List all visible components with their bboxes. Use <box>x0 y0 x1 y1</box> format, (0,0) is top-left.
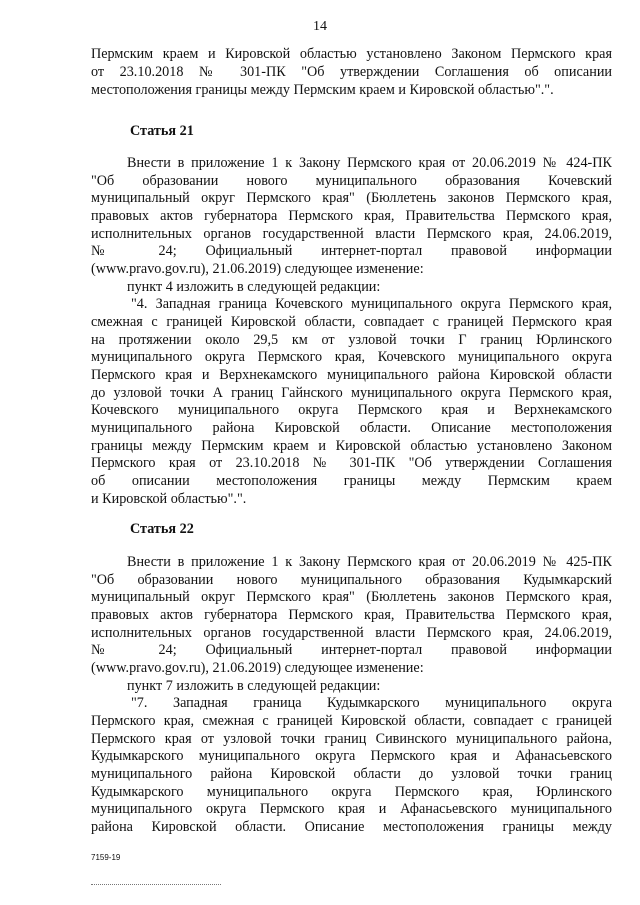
paragraph-line: местоположения границы между Пермским краем и Кировской областью".". <box>91 82 554 98</box>
paragraph-line: от 23.10.2018 № 301-ПК "Об утверждении Соглашения об описании <box>91 64 612 80</box>
bottom-divider <box>91 884 221 885</box>
paragraph-line: Пермского края, смежная с границей Кировской области, совпадает с границей <box>91 713 612 729</box>
paragraph-line: Пермского края от 23.10.2018 № 301-ПК "Об утверждении Соглашения <box>91 455 612 471</box>
document-code: 7159-19 <box>91 853 121 862</box>
article-heading: Статья 21 <box>130 123 194 139</box>
paragraph-line: пункт 4 изложить в следующей редакции: <box>127 279 381 295</box>
paragraph-line: муниципальный округ Пермского края" (Бюллетень законов Пермского края, <box>91 589 612 605</box>
page-number: 14 <box>313 19 327 34</box>
paragraph-line: (www.pravo.gov.ru), 21.06.2019) следующее изменение: <box>91 660 424 676</box>
paragraph-line: границы между Пермским краем и Кировской областью установлено Законом <box>91 438 612 454</box>
paragraph-line: на протяжении около 29,5 км от узловой точки Г границ Юрлинского <box>91 332 612 348</box>
paragraph-line: муниципального округа Пермского края и Афанасьевского муниципального <box>91 801 612 817</box>
paragraph-line: муниципального района Кировской области до узловой точки границ <box>91 766 612 782</box>
paragraph-line: исполнительных органов государственной власти Пермского края, 24.06.2019, <box>91 625 612 641</box>
paragraph-line: Внести в приложение 1 к Закону Пермского края от 20.06.2019 № 425-ПК <box>127 554 612 570</box>
paragraph-line: и Кировской областью".". <box>91 491 247 507</box>
paragraph-line: об описании местоположения границы между Пермским краем <box>91 473 612 489</box>
paragraph-line: муниципального округа Пермского края, Кочевского муниципального округа <box>91 349 612 365</box>
paragraph-line: "Об образовании нового муниципального образования Кудымкарский <box>91 572 612 588</box>
paragraph-line: "Об образовании нового муниципального образования Кочевский <box>91 173 612 189</box>
paragraph-line: смежная с границей Кировской области, совпадает с границей Пермского края <box>91 314 612 330</box>
paragraph-line: правовых актов губернатора Пермского края, Правительства Пермского края, <box>91 208 612 224</box>
paragraph-line: муниципальный округ Пермского края" (Бюллетень законов Пермского края, <box>91 190 612 206</box>
article-heading: Статья 22 <box>130 521 194 537</box>
paragraph-line: № 24; Официальный интернет-портал правовой информации <box>91 642 612 658</box>
paragraph-line: Внести в приложение 1 к Закону Пермского края от 20.06.2019 № 424-ПК <box>127 155 612 171</box>
paragraph-line: пункт 7 изложить в следующей редакции: <box>127 678 381 694</box>
paragraph-line: (www.pravo.gov.ru), 21.06.2019) следующее изменение: <box>91 261 424 277</box>
paragraph-line: "4. Западная граница Кочевского муниципального округа Пермского края, <box>131 296 612 312</box>
paragraph-line: Пермского края и Верхнекамского муниципального района Кировской области <box>91 367 612 383</box>
paragraph-line: Пермским краем и Кировской областью установлено Законом Пермского края <box>91 46 612 62</box>
paragraph-line: № 24; Официальный интернет-портал правовой информации <box>91 243 612 259</box>
paragraph-line: муниципального района Кировской области. Описание местоположения <box>91 420 612 436</box>
paragraph-line: "7. Западная граница Кудымкарского муниципального округа <box>131 695 612 711</box>
paragraph-line: исполнительных органов государственной власти Пермского края, 24.06.2019, <box>91 226 612 242</box>
paragraph-line: правовых актов губернатора Пермского края, Правительства Пермского края, <box>91 607 612 623</box>
paragraph-line: Пермского края от узловой точки границ Сивинского муниципального района, <box>91 731 612 747</box>
paragraph-line: Кудымкарского муниципального округа Пермского края, Юрлинского <box>91 784 612 800</box>
paragraph-line: Кочевского муниципального округа Пермского края и Верхнекамского <box>91 402 612 418</box>
paragraph-line: Кудымкарского муниципального округа Пермского края и Афанасьевского <box>91 748 612 764</box>
paragraph-line: до узловой точки А границ Гайнского муниципального округа Пермского края, <box>91 385 612 401</box>
paragraph-line: района Кировской области. Описание местоположения границы между <box>91 819 612 835</box>
